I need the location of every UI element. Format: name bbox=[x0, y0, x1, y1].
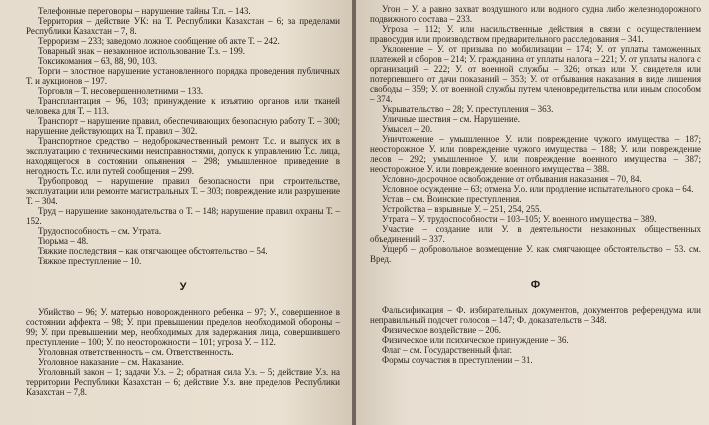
index-entry: Фальсификация – Ф. избирательных документов, документов референдума или неправильный подсчет голосов – 147; Ф. доказательств – 348. bbox=[370, 305, 701, 325]
index-entry: Трубопровод – нарушение правил безопасности при строительстве, эксплуатации или ремонте магистральных Т. – 303; повреждение или разрушение Т. – 304. bbox=[26, 176, 340, 206]
index-entry: Флаг – см. Государственный флаг. bbox=[382, 345, 512, 355]
index-entry: Транспортное средство – недоброкачественный ремонт Т.с. и выпуск их в эксплуатацию с техническими неисправностями, допуск к управлению Т.с. лица, находящегося в состоянии опьянения – 298; умышленное приведение в негодность Т.с. или путей сообщения – 299. bbox=[26, 136, 340, 176]
right-page bbox=[356, 0, 709, 425]
index-entry: Укрывательство – 28; У. преступления – 363. bbox=[382, 104, 554, 114]
index-entry: Тяжкое преступление – 10. bbox=[38, 256, 142, 266]
index-entry: Физическое или психическое принуждение – 36. bbox=[382, 335, 569, 345]
section-letter-heading: Ф bbox=[530, 279, 541, 291]
section-letter-heading: У bbox=[179, 281, 187, 293]
index-entry: Уничтожение – умышленное У. или повреждение чужого имущества – 187; неосторожное У. или повреждение чужого имущества – 188; У. или повреждение лесов – 292; умышленное У. или повреждение военного имущества – 387; неосторожное У. или повреждение военного имущества – 388. bbox=[370, 134, 701, 174]
index-entry: Устройства – взрывные У. – 251, 254, 255. bbox=[382, 204, 542, 214]
index-entry: Трудоспособность – см. Утрата. bbox=[38, 226, 162, 236]
index-entry: Условно-досрочное освобождение от отбывания наказания – 70, 84. bbox=[382, 174, 642, 184]
index-entry: Уклонение – У. от призыва по мобилизации – 174; У. от уплаты таможенных платежей и сборов – 214; У. гражданина от уплаты налога – 221; У. от уплаты налога с организаций – 222; У. от военной службы – 326; отказ или У. свидетеля или потерпевшего от дачи показаний – 353; У. от отбывания наказания в виде лишения свободы – 359; У. от военной службы путем членовредительства или иным способом – 374. bbox=[370, 44, 701, 104]
index-entry: Территория – действие УК: на Т. Республики Казахстан – 6; за пределами Республики Казахстан – 7, 8. bbox=[26, 16, 340, 36]
index-entry: Телефонные переговоры – нарушение тайны Т.п. – 143. bbox=[38, 6, 251, 16]
index-entry: Трансплантация – 96, 103; принуждение к изъятию органов или тканей человека для Т. – 113. bbox=[26, 96, 340, 116]
index-entry: Угон – У. а равно захват воздушного или водного судна либо железнодорожного подвижного состава – 233. bbox=[370, 4, 701, 24]
index-entry: Умысел – 20. bbox=[382, 124, 433, 134]
index-entry: Уголовный закон – 1; задачи У.з. – 2; обратная сила У.з. – 5; действие У.з. на территории Республики Казахстан – 6; действие У.з. вне пределов Республики Казахстан – 7,8. bbox=[26, 367, 340, 397]
index-entry: Труд – нарушение законодательства о Т. – 148; нарушение правил охраны Т. – 152. bbox=[26, 206, 340, 226]
index-entry: Уличные шествия – см. Нарушение. bbox=[382, 114, 520, 124]
index-entry: Физическое воздействие – 206. bbox=[382, 325, 502, 335]
index-entry: Торги – злостное нарушение установленного порядка проведения публичных Т. и аукционов – 197. bbox=[26, 66, 340, 86]
index-entry: Убийство – 96; У. матерью новорожденного ребенка – 97; У., совершенное в состоянии аффекта – 98; У. при превышении пределов необходимой обороны – 99; У. при превышении мер, необходимых для задержания лица, совершившего преступление – 100; У. по неосторожности – 101; угроза У. – 112. bbox=[26, 307, 340, 347]
index-entry: Уголовная ответственность – см. Ответственность. bbox=[38, 347, 234, 357]
index-entry: Тюрьма – 48. bbox=[38, 236, 89, 246]
index-entry: Торговля – Т. несовершеннолетними – 133. bbox=[38, 86, 204, 96]
index-entry: Терроризм – 233; заведомо ложное сообщение об акте Т. – 242. bbox=[38, 36, 280, 46]
index-entry: Формы соучастия в преступлении – 31. bbox=[382, 355, 533, 365]
index-entry: Тяжкие последствия – как отягчающее обстоятельство – 54. bbox=[38, 246, 268, 256]
index-entry: Устав – см. Воинские преступления. bbox=[382, 194, 522, 204]
index-entry: Угроза – 112; У. или насильственные действия в связи с осуществлением правосудия или производством предварительного расследования – 341. bbox=[370, 24, 701, 44]
index-entry: Участие – создание или У. в деятельности незаконных общественных объединений – 337. bbox=[370, 224, 701, 244]
index-entry: Токсикомания – 63, 88, 90, 103. bbox=[38, 56, 158, 66]
left-page bbox=[0, 0, 352, 425]
index-entry: Уголовное наказание – см. Наказание. bbox=[38, 357, 184, 367]
index-entry: Условное осуждение – 63; отмена У.о. или продление испытательного срока – 64. bbox=[382, 184, 694, 194]
index-entry: Транспорт – нарушение правил, обеспечивающих безопасную работу Т. – 300; нарушение действующих на Т. правил – 302. bbox=[26, 116, 340, 136]
index-entry: Ущерб – добровольное возмещение У. как смягчающее обстоятельство – 53. см. Вред. bbox=[370, 244, 701, 264]
index-entry: Утрата – У. трудоспособности – 103–105; У. военного имущества – 389. bbox=[382, 214, 657, 224]
index-entry: Товарный знак – незаконное использование Т.з. – 199. bbox=[38, 46, 245, 56]
